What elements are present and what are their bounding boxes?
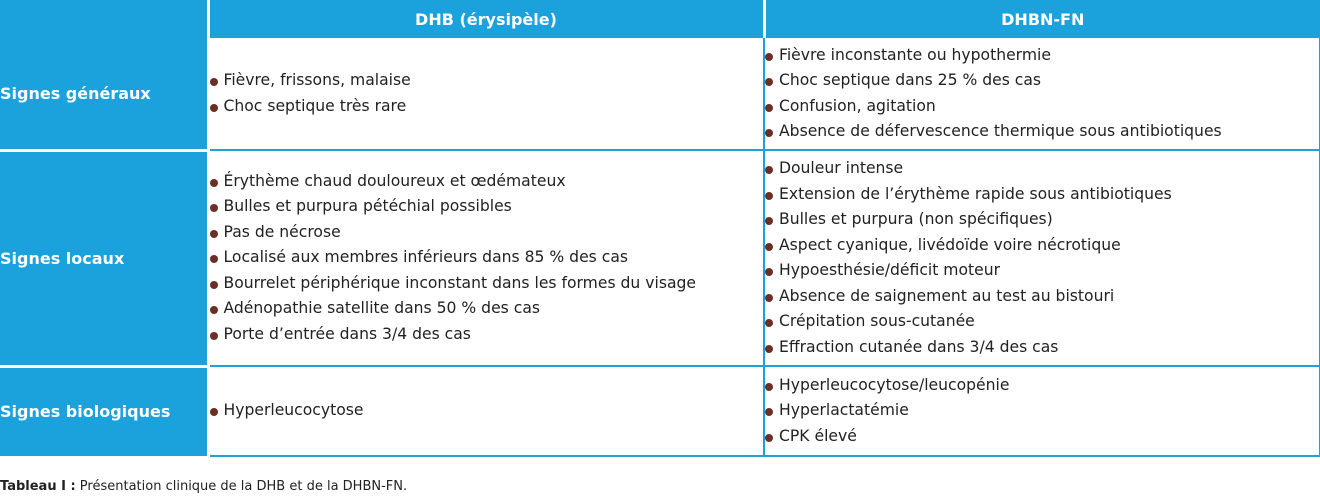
bullet-dot-icon: [210, 332, 218, 340]
bullet-dot-icon: [765, 104, 773, 112]
caption-label: Tableau I :: [0, 479, 76, 494]
bullet-dot-icon: [765, 192, 773, 200]
bullet-dot-icon: [765, 408, 773, 416]
bullet-dot-icon: [765, 53, 773, 61]
bullet-dot-icon: [210, 104, 218, 112]
table-cell: [208, 150, 764, 366]
list-item-text: Fièvre, frissons, malaise: [223, 71, 411, 89]
table-row: [0, 366, 1320, 456]
bullet-list: [210, 398, 764, 424]
table-cell: [208, 38, 764, 150]
list-item: [210, 245, 764, 271]
list-item-text: Hypoesthésie/déficit moteur: [779, 261, 1001, 279]
table-cell: [764, 150, 1320, 366]
list-item-text: Fièvre inconstante ou hypothermie: [779, 45, 1051, 64]
header-corner: [0, 0, 208, 38]
table-cell: [764, 366, 1320, 456]
list-item: [765, 43, 1319, 69]
list-item: [210, 94, 764, 120]
row-header: Signes biologiques: [0, 366, 208, 456]
list-item-text: Localisé aux membres inférieurs dans 85 % des cas: [223, 248, 628, 267]
list-item: [765, 156, 1319, 182]
list-item-text: Érythème chaud douloureux et œdémateux: [223, 171, 566, 190]
table-caption: [0, 479, 407, 494]
bullet-dot-icon: [210, 408, 218, 416]
bullet-dot-icon: [765, 268, 773, 276]
column-header-dhb: DHB (érysipèle): [208, 0, 764, 38]
list-item: [765, 207, 1319, 233]
list-item: [210, 169, 764, 195]
list-item-text: Pas de nécrose: [223, 222, 341, 241]
column-header-dhbn-fn: DHBN-FN: [764, 0, 1320, 38]
table-cell: [764, 38, 1320, 150]
list-item-text: Crépitation sous-cutanée: [779, 312, 975, 330]
bullet-dot-icon: [765, 129, 773, 137]
row-header: Signes généraux: [0, 38, 208, 150]
bullet-list: [765, 43, 1319, 145]
list-item: [765, 182, 1319, 208]
list-item: [765, 284, 1319, 310]
caption-text: Présentation clinique de la DHB et de la DHBN-FN.: [75, 479, 408, 494]
list-item: [210, 220, 764, 246]
list-item: [210, 271, 764, 297]
bullet-list: [765, 373, 1319, 450]
list-item-text: Aspect cyanique, livédoïde voire nécrotique: [779, 235, 1121, 254]
bullet-dot-icon: [765, 166, 773, 174]
bullet-dot-icon: [765, 243, 773, 251]
list-item: [765, 398, 1319, 424]
bullet-dot-icon: [210, 281, 218, 289]
list-item-text: Choc septique dans 25 % des cas: [779, 71, 1042, 89]
bullet-dot-icon: [765, 434, 773, 442]
bullet-list: [210, 169, 764, 348]
bullet-dot-icon: [210, 78, 218, 86]
list-item-text: Adénopathie satellite dans 50 % des cas: [223, 299, 541, 318]
list-item: [210, 296, 764, 322]
table-header-row: [0, 0, 1320, 38]
list-item: [210, 322, 764, 348]
list-item: [765, 258, 1319, 284]
list-item: [210, 194, 764, 220]
list-item-text: Absence de défervescence thermique sous antibiotiques: [779, 122, 1222, 140]
bullet-list: [765, 156, 1319, 360]
list-item: [765, 373, 1319, 399]
table-row: [0, 150, 1320, 366]
bullet-dot-icon: [765, 383, 773, 391]
list-item: [765, 119, 1319, 145]
list-item: [765, 309, 1319, 335]
bullet-dot-icon: [765, 217, 773, 225]
list-item: [765, 94, 1319, 120]
bullet-dot-icon: [210, 306, 218, 314]
list-item: [765, 424, 1319, 450]
list-item-text: Hyperleucocytose/leucopénie: [779, 375, 1010, 394]
list-item-text: Bulles et purpura pétéchial possibles: [223, 197, 512, 216]
list-item-text: Bourrelet périphérique inconstant dans les formes du visage: [223, 273, 696, 292]
list-item-text: Porte d’entrée dans 3/4 des cas: [223, 324, 471, 343]
list-item-text: Hyperleucocytose: [223, 401, 364, 420]
bullet-dot-icon: [765, 345, 773, 353]
list-item: [210, 68, 764, 94]
list-item: [210, 398, 764, 424]
table-row: [0, 38, 1320, 150]
table-cell: [208, 366, 764, 456]
bullet-dot-icon: [765, 294, 773, 302]
list-item-text: Douleur intense: [779, 159, 904, 177]
list-item-text: Choc septique très rare: [223, 96, 407, 115]
list-item-text: Confusion, agitation: [779, 96, 936, 115]
list-item-text: CPK élevé: [779, 426, 857, 445]
list-item: [765, 68, 1319, 94]
list-item-text: Effraction cutanée dans 3/4 des cas: [779, 337, 1059, 356]
row-header: Signes locaux: [0, 150, 208, 366]
bullet-list: [210, 68, 764, 119]
list-item-text: Absence de saignement au test au bistouri: [779, 286, 1115, 305]
list-item: [765, 233, 1319, 259]
bullet-dot-icon: [765, 78, 773, 86]
bullet-dot-icon: [210, 204, 218, 212]
bullet-dot-icon: [210, 230, 218, 238]
bullet-dot-icon: [765, 319, 773, 327]
bullet-dot-icon: [210, 179, 218, 187]
list-item-text: Hyperlactatémie: [779, 401, 909, 420]
bullet-dot-icon: [210, 255, 218, 263]
list-item-text: Extension de l’érythème rapide sous antibiotiques: [779, 184, 1172, 203]
list-item-text: Bulles et purpura (non spécifiques): [779, 210, 1053, 228]
list-item: [765, 335, 1319, 361]
